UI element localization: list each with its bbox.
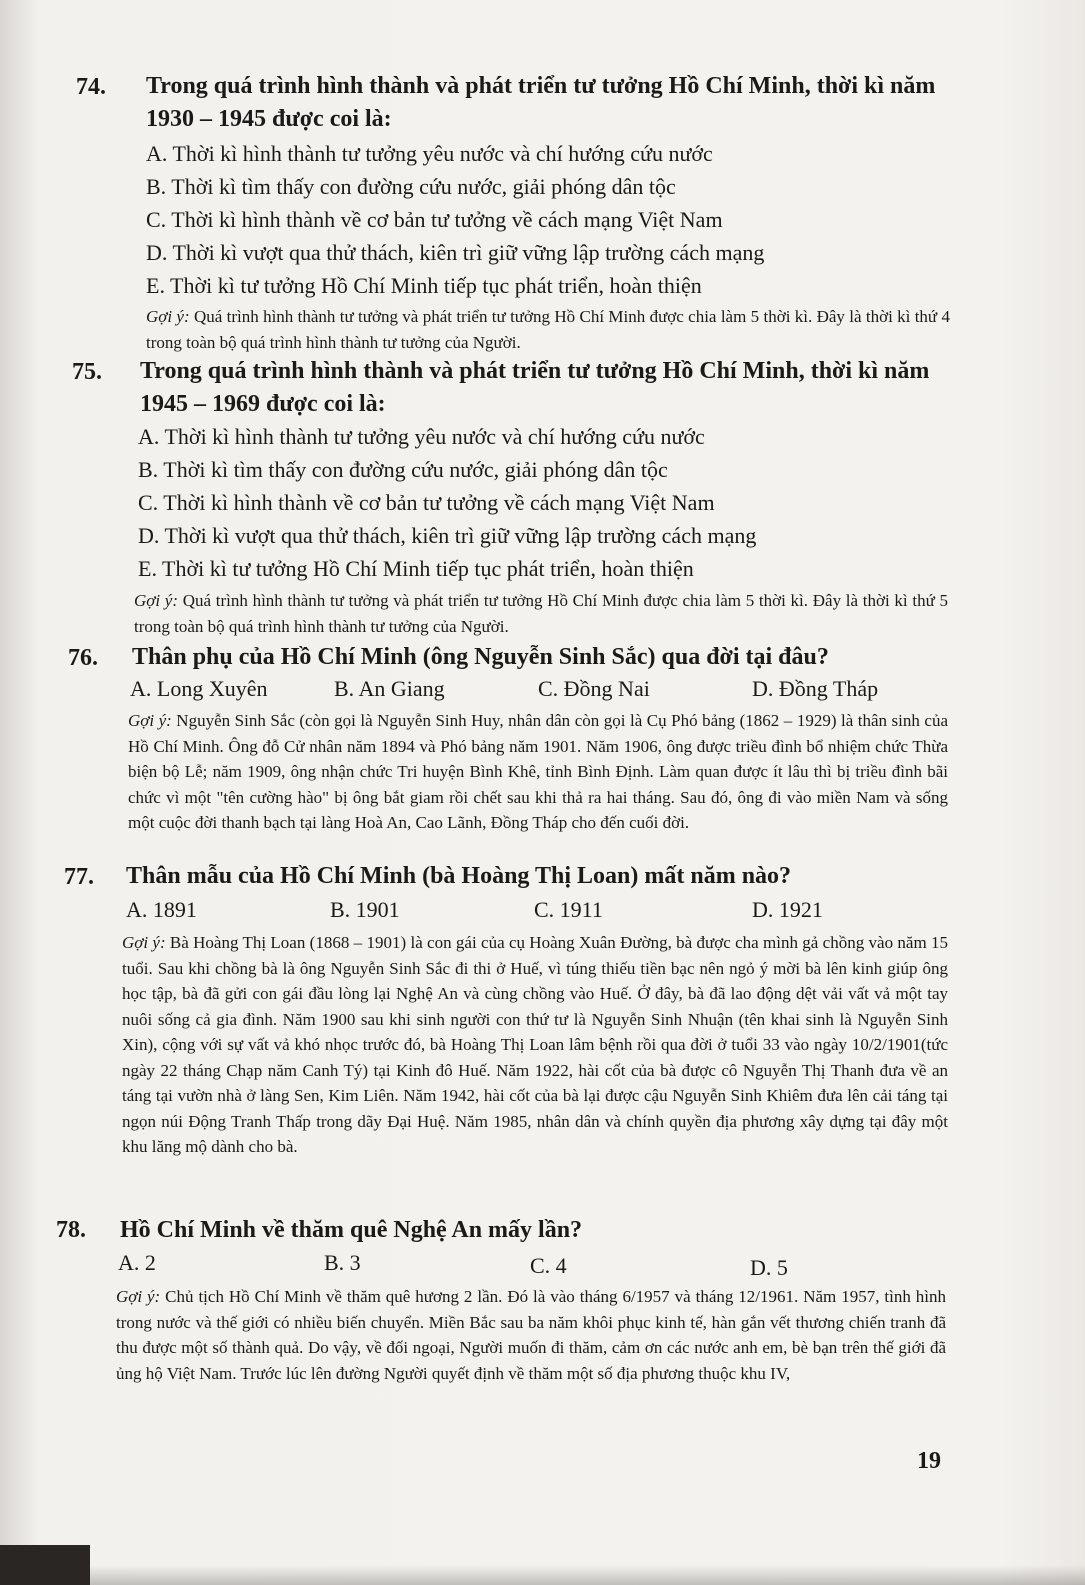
question-text: Thân mẫu của Hồ Chí Minh (bà Hoàng Thị Loan) mất năm nào? [126,863,792,889]
option-c: C. Thời kì hình thành về cơ bản tư tưởng về cách mạng Việt Nam [146,207,723,232]
option-d: D. 1921 [752,897,823,922]
option-b: B. 3 [324,1250,361,1275]
option-d: D. 5 [750,1255,788,1280]
option-b: B. Thời kì tìm thấy con đường cứu nước, giải phóng dân tộc [146,174,676,199]
question-text: Trong quá trình hình thành và phát triển tư tưởng Hồ Chí Minh, thời kì năm 1945 – 1969 được coi là: [140,358,930,417]
hint [122,930,948,1160]
hint-label: Gợi ý: [146,307,190,326]
hint-text: Quá trình hình thành tư tưởng và phát triển tư tưởng Hồ Chí Minh được chia làm 5 thời kì. Đây là thời kì thứ 5 trong toàn bộ quá trình hình thành tư tưởng của Người. [134,591,948,636]
option-a: A. 1891 [126,897,197,922]
binding-shadow [0,1545,90,1585]
question-number: 78. [56,1217,86,1243]
hint-label: Gợi ý: [128,711,172,730]
option-c: C. Thời kì hình thành về cơ bản tư tưởng về cách mạng Việt Nam [138,490,715,515]
option-e: E. Thời kì tư tưởng Hồ Chí Minh tiếp tục phát triển, hoàn thiện [138,556,694,581]
page-edge-shadow [0,1565,1085,1585]
hint [146,304,950,355]
hint-text: Chủ tịch Hồ Chí Minh về thăm quê hương 2 lần. Đó là vào tháng 6/1957 và tháng 12/1961. Năm 1957, tình hình trong nước và thế giới có nhiều biến chuyển. Miền Bắc sau ba năm khôi phục kinh tế, hàn gắn vết thương chiến tranh đã thu được một số thành quả. Do vậy, về đối ngoại, Người muốn đi thăm, cảm ơn các nước anh em, bè bạn trên thế giới đã ủng hộ Việt Nam. Trước lúc lên đường Người quyết định về thăm một số địa phương thuộc khu IV, [116,1287,947,1383]
option-b: B. 1901 [330,897,400,922]
hint-text: Nguyễn Sinh Sắc (còn gọi là Nguyễn Sinh Huy, nhân dân còn gọi là Cụ Phó bảng (1862 – 1929) là thân sinh của Hồ Chí Minh. Ông đỗ Cử nhân năm 1894 và Phó bảng năm 1901. Năm 1906, ông được triều đình bổ nhiệm chức Thừa biện bộ Lễ; năm 1909, ông nhận chức Tri huyện Bình Khê, tỉnh Bình Định. Làm quan được ít lâu thì bị triều đình bãi chức vì một "tên cường hào" bị ông bắt giam rồi chết sau khi thả ra hai tháng. Sau đó, ông đi vào miền Nam và sống một cuộc đời thanh bạch tại làng Hoà An, Cao Lãnh, Đồng Tháp cho đến cuối đời. [128,711,948,832]
question-text: Thân phụ của Hồ Chí Minh (ông Nguyễn Sinh Sắc) qua đời tại đâu? [132,644,829,670]
hint-label: Gợi ý: [116,1287,161,1306]
option-a: A. 2 [118,1250,156,1275]
option-c: C. 1911 [534,897,603,922]
page-number: 19 [917,1448,941,1474]
question-text: Hồ Chí Minh về thăm quê Nghệ An mấy lần? [120,1217,583,1243]
question-number: 77. [64,864,94,890]
hint-text: Bà Hoàng Thị Loan (1868 – 1901) là con gái của cụ Hoàng Xuân Đường, bà được cha mình gả chồng vào năm 15 tuổi. Sau khi chồng bà là ông Nguyễn Sinh Sắc đi thi ở Huế, vì túng thiếu tiền bạc nên ngỏ ý mời bà lên kinh giúp ông học tập, bà đã gửi con gái đầu lòng lại Nghệ An và cùng chồng vào Huế. Ở đây, bà đã lao động dệt vải vất vả một tay nuôi sống cả gia đình. Năm 1900 sau khi sinh người con thứ tư là Nguyễn Sinh Nhuận (tên khai sinh là Nguyễn Sinh Xin), cộng với sự vất vả khó nhọc trước đó, bà Hoàng Thị Loan lâm bệnh rồi qua đời ở tuổi 33 vào ngày 10/2/1901(tức ngày 22 tháng Chạp năm Canh Tý) tại Kinh đô Huế. Năm 1922, hài cốt của bà được cô Nguyễn Thị Thanh đưa về an táng tại vườn nhà ở làng Sen, Kim Liên. Năm 1942, hài cốt của bà lại được cậu Nguyễn Sinh Khiêm đưa lên cải táng tại ngọn núi Động Tranh Thấp trong dãy Đại Huệ. Năm 1985, nhân dân và chính quyền địa phương xây dựng tại đây một khu lăng mộ dành cho bà. [122,933,948,1156]
hint-text: Quá trình hình thành tư tưởng và phát triển tư tưởng Hồ Chí Minh được chia làm 5 thời kì. Đây là thời kì thứ 4 trong toàn bộ quá trình hình thành tư tưởng của Người. [146,307,950,352]
option-e: E. Thời kì tư tưởng Hồ Chí Minh tiếp tục phát triển, hoàn thiện [146,273,702,298]
option-a: A. Long Xuyên [130,676,268,701]
hint-label: Gợi ý: [122,933,166,952]
option-a: A. Thời kì hình thành tư tưởng yêu nước và chí hướng cứu nước [138,424,705,449]
hint-label: Gợi ý: [134,591,178,610]
option-d: D. Thời kì vượt qua thử thách, kiên trì giữ vững lập trường cách mạng [138,523,757,548]
question-number: 76. [68,645,98,671]
option-d: D. Đồng Tháp [752,676,879,701]
option-b: B. Thời kì tìm thấy con đường cứu nước, giải phóng dân tộc [138,457,668,482]
option-c: C. Đồng Nai [538,676,650,701]
option-d: D. Thời kì vượt qua thử thách, kiên trì giữ vững lập trường cách mạng [146,240,765,265]
option-c: C. 4 [530,1253,567,1278]
question-number: 75. [72,359,102,385]
hint [134,588,948,639]
hint [128,708,948,836]
option-b: B. An Giang [334,676,445,701]
question-text: Trong quá trình hình thành và phát triển tư tưởng Hồ Chí Minh, thời kì năm 1930 – 1945 được coi là: [146,73,936,132]
question-number: 74. [76,74,106,100]
option-a: A. Thời kì hình thành tư tưởng yêu nước và chí hướng cứu nước [146,141,713,166]
hint [116,1284,946,1386]
